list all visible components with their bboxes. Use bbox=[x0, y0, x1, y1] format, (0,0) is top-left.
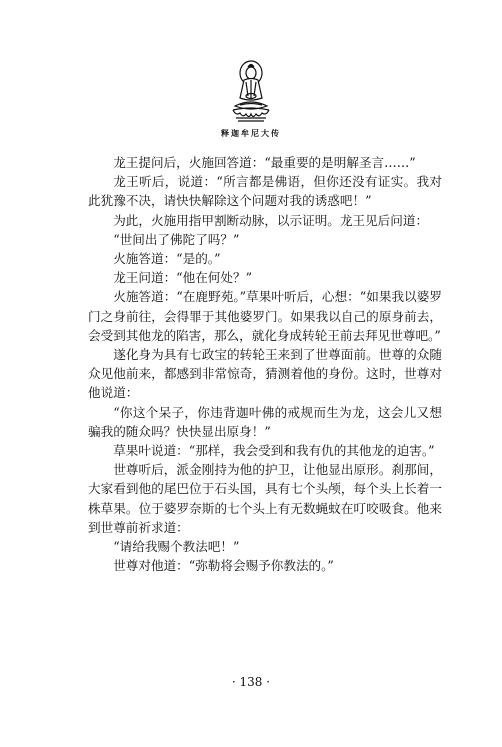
paragraph: 世尊对他道：“弥勒将会赐予你教法的。” bbox=[113, 558, 334, 574]
seated-buddha-icon bbox=[226, 58, 276, 124]
body-text bbox=[88, 153, 442, 575]
paragraph: 龙王听后，说道：“所言都是佛语，但你还没有证实。我对此犹豫不决，请快快解除这个问题对我的诱惑吧！” bbox=[88, 174, 442, 209]
page-number: · 138 · bbox=[231, 675, 271, 689]
running-title: 释迦牟尼大传 bbox=[221, 128, 281, 138]
paragraph: 火施答道：“是的。” bbox=[113, 251, 221, 267]
paragraph: 世尊听后，派金刚持为他的护卫，让他显出原形。刹那间，大家看到他的尾巴位于石头国，具有七个头颅，每个头上长着一株草果。位于婆罗奈斯的七个头上有无数蝇蚊在叮咬吸食。他来到世尊前祈求道： bbox=[88, 462, 442, 535]
paragraph: 为此，火施用指甲割断动脉，以示证明。龙王见后问道： bbox=[113, 212, 429, 228]
paragraph: “请给我赐个教法吧！” bbox=[113, 539, 240, 555]
paragraph: 遂化身为具有七政宝的转轮王来到了世尊面前。世尊的众随众见他前来，都感到非常惊奇，猜测着他的身份。这时，世尊对他说道： bbox=[88, 347, 442, 401]
paragraph: 龙王问道：“他在何处？” bbox=[113, 270, 253, 286]
paragraph: 草果叶说道：“那样，我会受到和我有仇的其他龙的迫害。” bbox=[113, 443, 435, 459]
paragraph: 龙王提问后，火施回答道：“最重要的是明解圣言……” bbox=[113, 155, 416, 170]
paragraph: “世间出了佛陀了吗？” bbox=[113, 231, 240, 247]
paragraph: “你这个呆子，你违背迦叶佛的戒规而生为龙，这会儿又想骗我的随众吗？快快显出原身！” bbox=[88, 404, 442, 439]
page-header bbox=[0, 58, 502, 139]
paragraph: 火施答道：“在鹿野苑。”草果叶听后，心想：“如果我以婆罗门之身前往，会得罪于其他婆罗门。如果我以自己的原身前去，会受到其他龙的陷害，那么，就化身成转轮王前去拜见世尊吧。” bbox=[88, 289, 442, 343]
